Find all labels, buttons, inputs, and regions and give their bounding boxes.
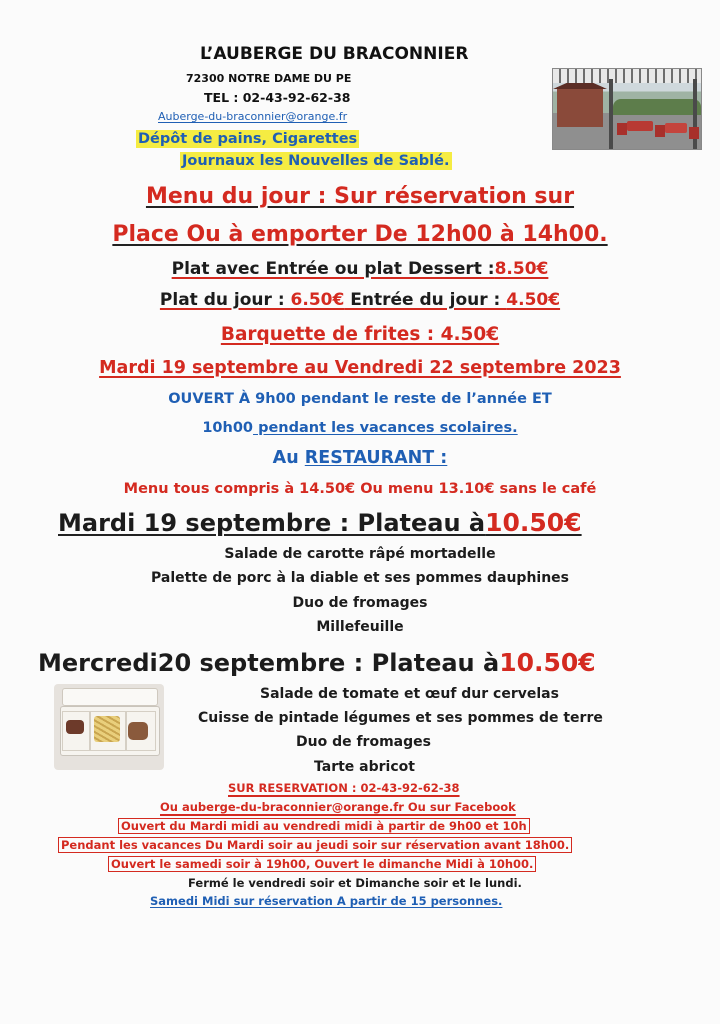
contact-line: Ou auberge-du-braconnier@orange.fr Ou sur Facebook bbox=[160, 800, 516, 814]
menu-heading-line-2: Place Ou à emporter De 12h00 à 14h00. bbox=[112, 222, 608, 247]
plat-jour-price: 6.50€ bbox=[290, 290, 345, 310]
email-link[interactable]: Auberge-du-braconnier@orange.fr bbox=[158, 110, 348, 123]
day-price: 10.50€ bbox=[499, 648, 596, 677]
dish-item: Palette de porc à la diable et ses pommes dauphines bbox=[150, 570, 570, 586]
dish-item: Cuisse de pintade légumes et ses pommes de terre bbox=[198, 710, 603, 726]
dish-item: Millefeuille bbox=[316, 619, 404, 635]
entree-jour-price: 4.50€ bbox=[506, 290, 561, 310]
opening-line-3: Ouvert le samedi soir à 19h00, Ouvert le dimanche Midi à 10h00. bbox=[108, 856, 536, 872]
day-title-tuesday: Mardi 19 septembre : Plateau à10.50€ bbox=[58, 508, 582, 537]
meal-tray-photo bbox=[54, 684, 164, 770]
reservation-line: SUR RESERVATION : 02-43-92-62-38 bbox=[228, 781, 460, 795]
restaurant-name: L’AUBERGE DU BRACONNIER bbox=[200, 44, 469, 64]
restaurant-menu-line: Menu tous compris à 14.50€ Ou menu 13.10€ sans le café bbox=[123, 481, 597, 497]
menu-heading-line-1: Menu du jour : Sur réservation sur bbox=[145, 184, 575, 209]
plat-jour-line: Plat du jour : 6.50€ Entrée du jour : 4.50€ bbox=[159, 290, 561, 310]
saturday-line: Samedi Midi sur réservation A partir de 15 personnes. bbox=[150, 894, 503, 908]
opening-line-1: Ouvert du Mardi midi au vendredi midi à partir de 9h00 et 10h bbox=[118, 818, 530, 834]
dish-item: Duo de fromages bbox=[296, 734, 431, 750]
phone: TEL : 02-43-92-62-38 bbox=[204, 90, 351, 105]
vacation-hours-line: 10h00 pendant les vacances scolaires. bbox=[202, 420, 518, 436]
dish-item: Tarte abricot bbox=[314, 759, 415, 775]
dish-item: Duo de fromages bbox=[292, 595, 428, 611]
dish-item: Salade de carotte râpé mortadelle bbox=[224, 546, 496, 562]
plat-entree-line: Plat avec Entrée ou plat Dessert :8.50€ bbox=[171, 259, 549, 279]
menu-dates: Mardi 19 septembre au Vendredi 22 septembre 2023 bbox=[99, 358, 621, 378]
day-title-wednesday: Mercredi20 septembre : Plateau à10.50€ bbox=[38, 648, 596, 677]
opening-hours-line: OUVERT À 9h00 pendant le reste de l’année ET bbox=[168, 391, 552, 407]
services-line-2: Journaux les Nouvelles de Sablé. bbox=[182, 153, 450, 169]
opening-line-2: Pendant les vacances Du Mardi soir au jeudi soir sur réservation avant 18h00. bbox=[58, 837, 572, 853]
services-line-1: Dépôt de pains, Cigarettes bbox=[138, 131, 358, 147]
frites-line: Barquette de frites : 4.50€ bbox=[220, 324, 500, 345]
address: 72300 NOTRE DAME DU PE bbox=[186, 72, 352, 85]
closed-line: Fermé le vendredi soir et Dimanche soir et le lundi. bbox=[188, 876, 522, 890]
day-price: 10.50€ bbox=[485, 508, 582, 537]
dish-item: Salade de tomate et œuf dur cervelas bbox=[260, 686, 559, 702]
plat-entree-price: 8.50€ bbox=[494, 259, 549, 279]
restaurant-heading: Au RESTAURANT : bbox=[272, 448, 448, 468]
terrace-photo bbox=[552, 68, 702, 150]
